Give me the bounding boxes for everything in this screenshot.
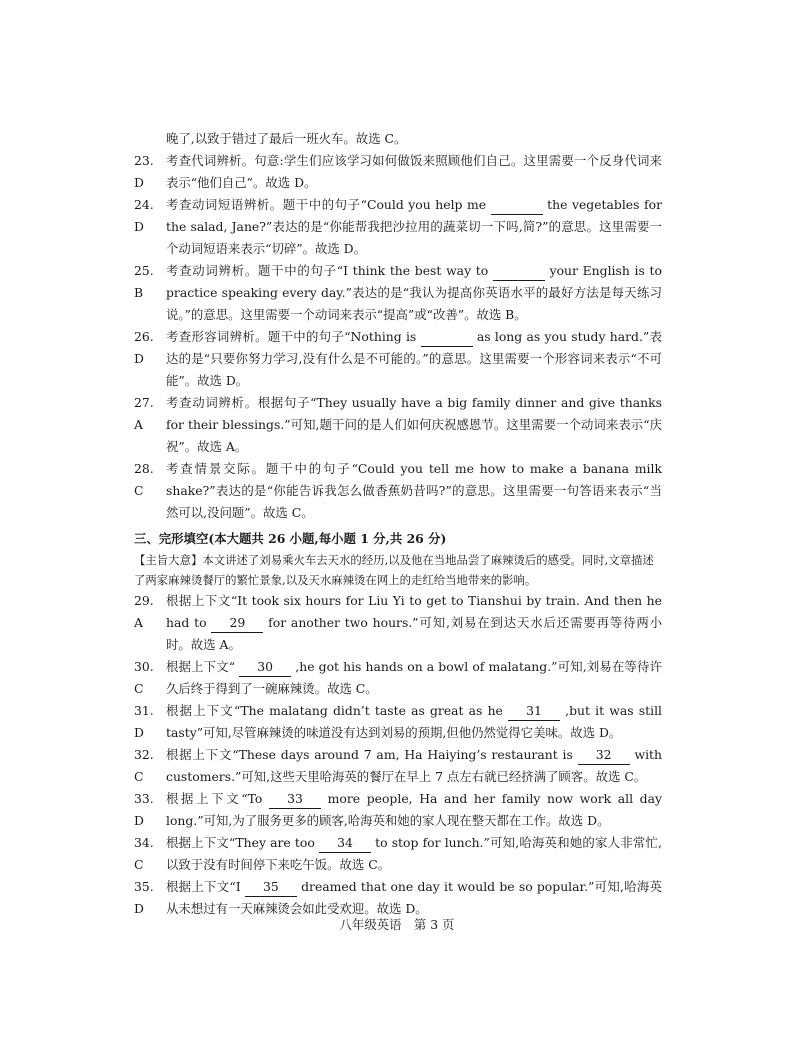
blank-line: [493, 262, 545, 281]
answer-explanation: 考查动词辨析。题干中的句子“I think the best way to your English is to practice speaking every day.”表达的是“我认为提高你英语水平的最好方法是每天练习说。”的意思。这里需要一个动词来表示“提高”或“改善”。故选 B。: [166, 263, 662, 322]
answer-25: [134, 260, 662, 326]
answer-explanation: 根据上下文“It took six hours for Liu Yi to get to Tianshui by train. And then he had to 29 for another two hours.”可知,刘易在到达天水后还需要再等待两小时。故选 A。: [166, 593, 662, 652]
answer-number: 27. A: [134, 395, 154, 432]
blank-number: 31: [508, 702, 560, 721]
answer-number: 35. D: [134, 879, 154, 916]
blank-line: [491, 196, 543, 215]
answer-explanation: 根据上下文“They are too 34 to stop for lunch.”可知,哈海英和她的家人非常忙,以致于没有时间停下来吃午饭。故选 C。: [166, 835, 662, 872]
answer-explanation: 考查代词辨析。句意:学生们应该学习如何做饭来照顾他们自己。这里需要一个反身代词来表示“他们自己”。故选 D。: [166, 153, 662, 190]
answer-29: [134, 590, 662, 656]
answer-explanation: 根据上下文“These days around 7 am, Ha Haiying’s restaurant is 32 with customers.”可知,这些天里哈海英的餐厅在早上 7 点左右就已经挤满了顾客。故选 C。: [166, 747, 663, 784]
answer-28: [134, 458, 662, 524]
blank-number: 34: [319, 834, 371, 853]
answer-number: 33. D: [134, 791, 154, 828]
answer-34: [134, 832, 662, 876]
answer-32: [134, 744, 662, 788]
answer-explanation: 考查形容词辨析。题干中的句子“Nothing is as long as you study hard.”表达的是“只要你努力学习,没有什么是不可能的。”的意思。这里需要一个形容词来表示“不可能”。故选 D。: [166, 329, 662, 388]
answer-26: [134, 326, 662, 392]
answer-number: 26. D: [134, 329, 154, 366]
blank-number: 32: [578, 746, 630, 765]
main-idea-summary: 【主旨大意】本文讲述了刘易乘火车去天水的经历,以及他在当地品尝了麻辣烫后的感受。同时,文章描述了两家麻辣烫餐厅的繁忙景象,以及天水麻辣烫在网上的走红给当地带来的影响。: [134, 553, 654, 587]
blank-number: 30: [239, 658, 291, 677]
answer-number: 25. B: [134, 263, 154, 300]
answer-explanation: 考查动词辨析。根据句子“They usually have a big family dinner and give thanks for their blessings.”可知,题干问的是人们如何庆祝感恩节。这里需要一个动词来表示“庆祝”。故选 A。: [166, 395, 662, 454]
answer-number: 29. A: [134, 593, 154, 630]
answer-27: [134, 392, 662, 458]
answer-explanation: 考查情景交际。题干中的句子“Could you tell me how to make a banana milk shake?”表达的是“你能告诉我怎么做香蕉奶昔吗?”的意思。这里需要一句答语来表示“当然可以,没问题”。故选 C。: [166, 461, 662, 520]
answer-explanation: 考查动词短语辨析。题干中的句子“Could you help me the vegetables for the salad, Jane?”表达的是“你能帮我把沙拉用的蔬菜切一下吗,简?”的意思。这里需要一个动词短语来表示“切碎”。故选 D。: [166, 197, 662, 256]
answer-number: 24. D: [134, 197, 154, 234]
blank-number: 35: [245, 878, 297, 897]
answer-number: 34. C: [134, 835, 154, 872]
answer-explanation: 根据上下文“ 30 ,he got his hands on a bowl of malatang.”可知,刘易在等待许久后终于得到了一碗麻辣烫。故选 C。: [166, 659, 662, 696]
answer-number: 31. D: [134, 703, 154, 740]
blank-line: [421, 328, 473, 347]
answer-key-page: [134, 128, 662, 920]
answer-explanation: 根据上下文“The malatang didn’t taste as great as he 31 ,but it was still tasty”可知,尽管麻辣烫的味道没有达到刘易的预期,但他仍然觉得它美味。故选 D。: [166, 703, 662, 740]
continued-line: 晚了,以致于错过了最后一班火车。故选 C。: [166, 131, 407, 146]
answer-number: 30. C: [134, 659, 154, 696]
section-heading: 三、完形填空(本大题共 26 小题,每小题 1 分,共 26 分): [134, 531, 447, 546]
answer-explanation: 根据上下文“I 35 dreamed that one day it would be so popular.”可知,哈海英从未想过有一天麻辣烫会如此受欢迎。故选 D。: [166, 879, 662, 916]
answer-30: [134, 656, 662, 700]
answer-number: 28. C: [134, 461, 154, 498]
blank-number: 33: [269, 790, 321, 809]
answer-23: [134, 150, 662, 194]
answer-number: 23. D: [134, 153, 154, 190]
blank-number: 29: [211, 614, 263, 633]
answer-24: [134, 194, 662, 260]
answer-number: 32. C: [134, 747, 154, 784]
answer-33: [134, 788, 662, 832]
page-footer: 八年级英语 第 3 页: [339, 917, 455, 932]
answer-31: [134, 700, 662, 744]
answer-explanation: 根据上下文“To 33 more people, Ha and her family now work all day long.”可知,为了服务更多的顾客,哈海英和她的家人现在整天都在工作。故选 D。: [166, 791, 662, 828]
